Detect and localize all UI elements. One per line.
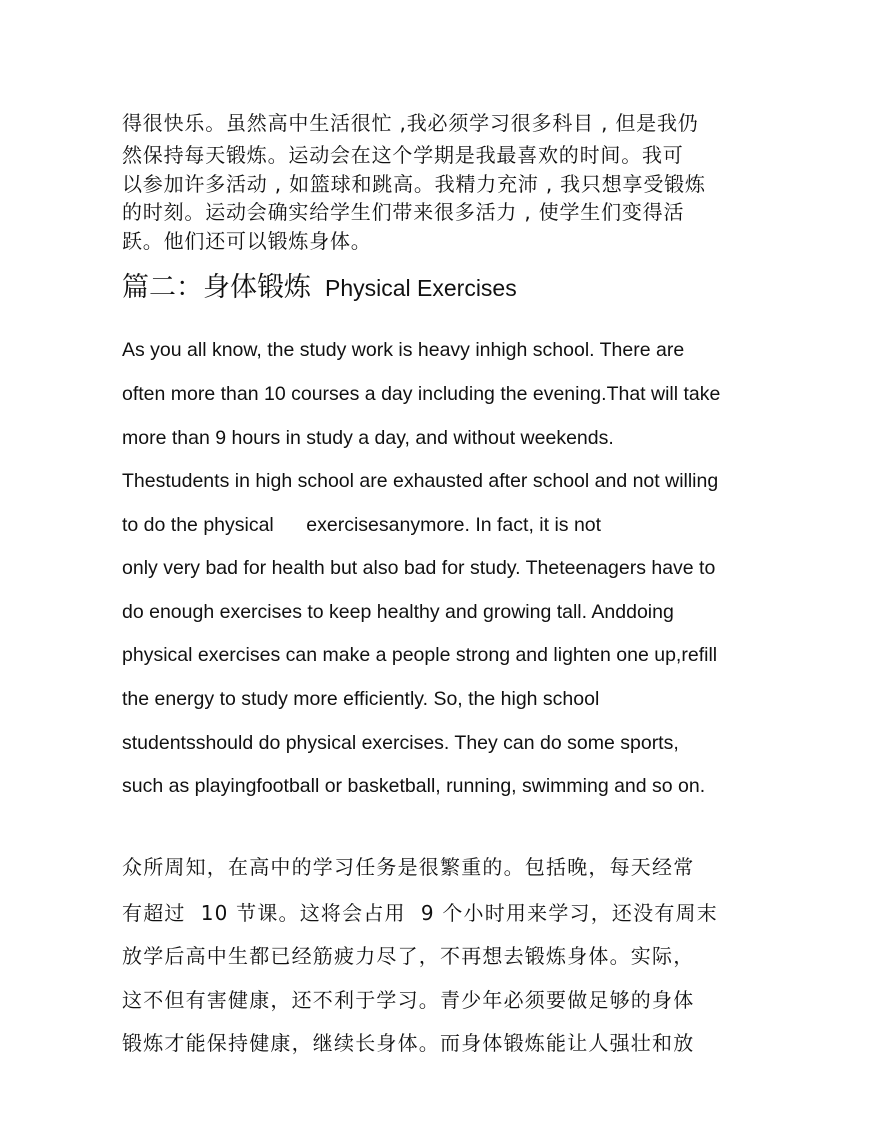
intro-line: 然保持每天锻炼。运动会在这个学期是我最喜欢的时间。我可 xyxy=(122,143,684,167)
english-line: studentsshould do physical exercises. They can do some sports, xyxy=(122,732,679,754)
translation-line: 锻炼才能保持健康，继续长身体。而身体锻炼能让人强壮和放 xyxy=(122,1031,695,1055)
section-heading xyxy=(122,274,517,301)
intro-line: 得很快乐。虽然高中生活很忙 ,我必须学习很多科目 , 但是我仍 xyxy=(122,111,699,135)
translation-line: 有超过 10 节课。这将会占用 9 个小时用来学习，还没有周末 xyxy=(122,901,718,925)
english-line: more than 9 hours in study a day, and without weekends. xyxy=(122,427,614,449)
english-line: only very bad for health but also bad for study. Theteenagers have to xyxy=(122,557,716,579)
english-line: such as playingfootball or basketball, running, swimming and so on. xyxy=(122,775,706,797)
intro-line: 的时刻。运动会确实给学生们带来很多活力 , 使学生们变得活 xyxy=(122,200,685,224)
translation-line: 这不但有害健康，还不利于学习。青少年必须要做足够的身体 xyxy=(122,988,695,1012)
english-line: to do the physical exercisesanymore. In fact, it is not xyxy=(122,514,602,536)
section-heading-chinese: 篇二：身体锻炼 xyxy=(122,272,311,303)
section-heading-english: Physical Exercises xyxy=(325,275,517,301)
intro-line: 以参加许多活动 , 如篮球和跳高。我精力充沛 , 我只想享受锻炼 xyxy=(122,172,706,196)
translation-line: 放学后高中生都已经筋疲力尽了，不再想去锻炼身体。实际， xyxy=(122,944,695,968)
english-line: often more than 10 courses a day including the evening.That will take xyxy=(122,383,721,405)
english-line: the energy to study more efficiently. So, the high school xyxy=(122,688,600,710)
intro-line: 跃。他们还可以锻炼身体。 xyxy=(122,229,372,253)
english-line: As you all know, the study work is heavy inhigh school. There are xyxy=(122,339,685,361)
english-line: physical exercises can make a people strong and lighten one up,refill xyxy=(122,644,718,666)
english-line: Thestudents in high school are exhausted after school and not willing xyxy=(122,470,719,492)
english-line: do enough exercises to keep healthy and growing tall. Anddoing xyxy=(122,601,674,623)
translation-line: 众所周知，在高中的学习任务是很繁重的。包括晚，每天经常 xyxy=(122,855,695,879)
